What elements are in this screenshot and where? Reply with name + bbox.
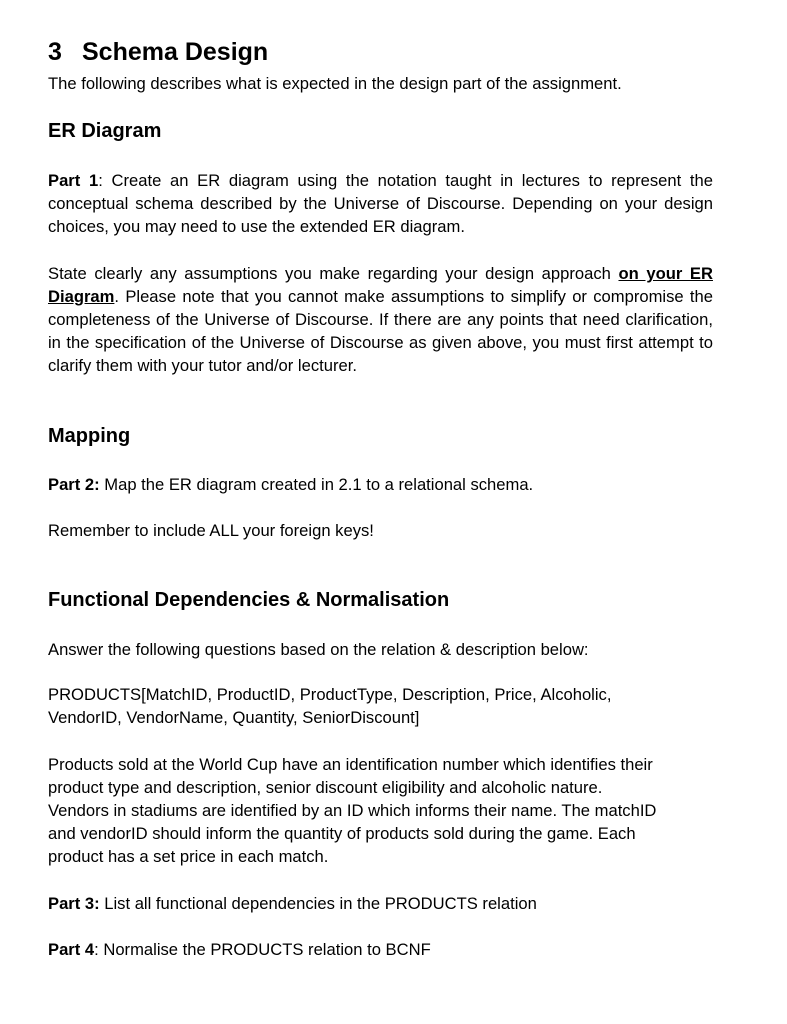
description-line: Vendors in stadiums are identified by an ID which informs their name. The matchID: [48, 801, 657, 820]
part4-text: : Normalise the PRODUCTS relation to BCNF: [94, 940, 431, 959]
fd-normalisation-heading: Functional Dependencies & Normalisation: [48, 589, 450, 611]
part2-paragraph: [48, 473, 713, 496]
part2-text: Map the ER diagram created in 2.1 to a relational schema.: [99, 475, 534, 494]
part3-text: List all functional dependencies in the PRODUCTS relation: [99, 894, 537, 913]
part1-paragraph: [48, 169, 713, 238]
part1-text: : Create an ER diagram using the notation taught in lectures to represent the conceptual schema described by the Universe of Discourse. Depending on your design choices, you may need to use the extended ER diagram.: [48, 171, 713, 236]
assumptions-paragraph: [48, 262, 713, 377]
relation-schema-line-1: PRODUCTS[MatchID, ProductID, ProductType, Description, Price, Alcoholic,: [48, 685, 612, 704]
part4-label: Part 4: [48, 940, 95, 959]
part3-paragraph: [48, 892, 713, 915]
description-line: and vendorID should inform the quantity of products sold during the game. Each: [48, 824, 636, 843]
fd-intro: Answer the following questions based on the relation & description below:: [48, 640, 589, 659]
description-line: product has a set price in each match.: [48, 847, 329, 866]
relation-schema-line-2: VendorID, VendorName, Quantity, SeniorDiscount]: [48, 708, 420, 727]
part2-label: Part 2:: [48, 475, 100, 494]
section-title: Schema Design: [82, 38, 269, 66]
assumptions-text-1: State clearly any assumptions you make regarding your design approach: [48, 264, 619, 283]
er-diagram-heading: ER Diagram: [48, 120, 162, 142]
foreign-keys-reminder: Remember to include ALL your foreign keys!: [48, 521, 374, 540]
description-line: product type and description, senior discount eligibility and alcoholic nature.: [48, 778, 603, 797]
section-heading: [48, 38, 268, 67]
part3-label: Part 3:: [48, 894, 100, 913]
section-number: 3: [48, 38, 62, 66]
on-your-er-diagram-emphasis: on your ER Diagram: [48, 264, 713, 306]
assumptions-text-2: . Please note that you cannot make assumptions to simplify or compromise the completeness of the Universe of Discourse. If there are any points that need clarification, in the specification of the Universe of Discourse as given above, you must first attempt to clarify them with your tutor and/or lecturer.: [48, 287, 713, 375]
section-intro: The following describes what is expected in the design part of the assignment.: [48, 74, 622, 93]
part4-paragraph: [48, 938, 713, 961]
description-line: Products sold at the World Cup have an identification number which identifies their: [48, 755, 653, 774]
part1-label: Part 1: [48, 171, 99, 190]
mapping-heading: Mapping: [48, 425, 131, 447]
